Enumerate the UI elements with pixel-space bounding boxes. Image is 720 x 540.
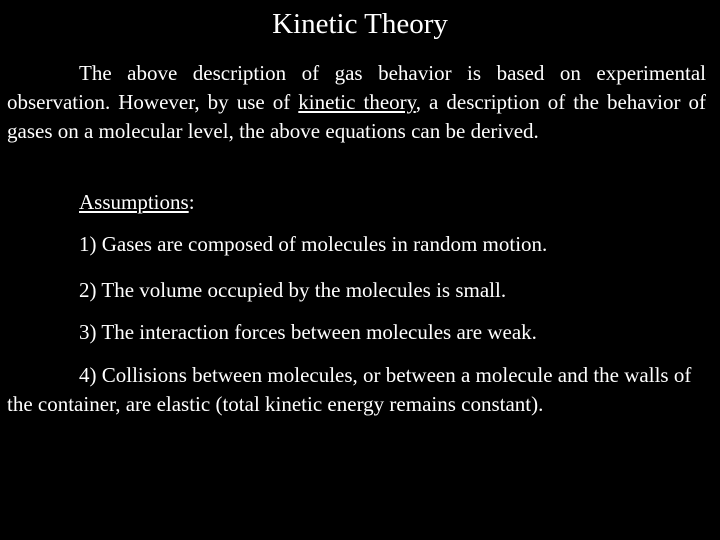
assumption-item-4: 4) Collisions between molecules, or between a molecule and the walls of the container, are elastic (total kinetic energy remains constant). xyxy=(7,363,692,416)
assumption-item-3: 3) The interaction forces between molecules are weak. xyxy=(79,320,537,344)
assumptions-heading-colon: : xyxy=(188,190,195,214)
intro-text-after: , a description of the behavior of gases on a molecular level, the above equations can be derived. xyxy=(7,90,706,143)
assumption-item-1: 1) Gases are composed of molecules in random motion. xyxy=(79,232,548,256)
assumptions-heading xyxy=(79,188,195,216)
assumptions-heading-label: Assumptions xyxy=(79,190,189,214)
kinetic-theory-term: kinetic theory xyxy=(298,90,416,114)
assumption-item-2: 2) The volume occupied by the molecules is small. xyxy=(79,278,507,302)
slide-title: Kinetic Theory xyxy=(272,8,448,40)
intro-paragraph xyxy=(7,59,706,146)
intro-text-before: The above description of gas behavior is based on experimental observation. However, by use of xyxy=(7,61,706,114)
